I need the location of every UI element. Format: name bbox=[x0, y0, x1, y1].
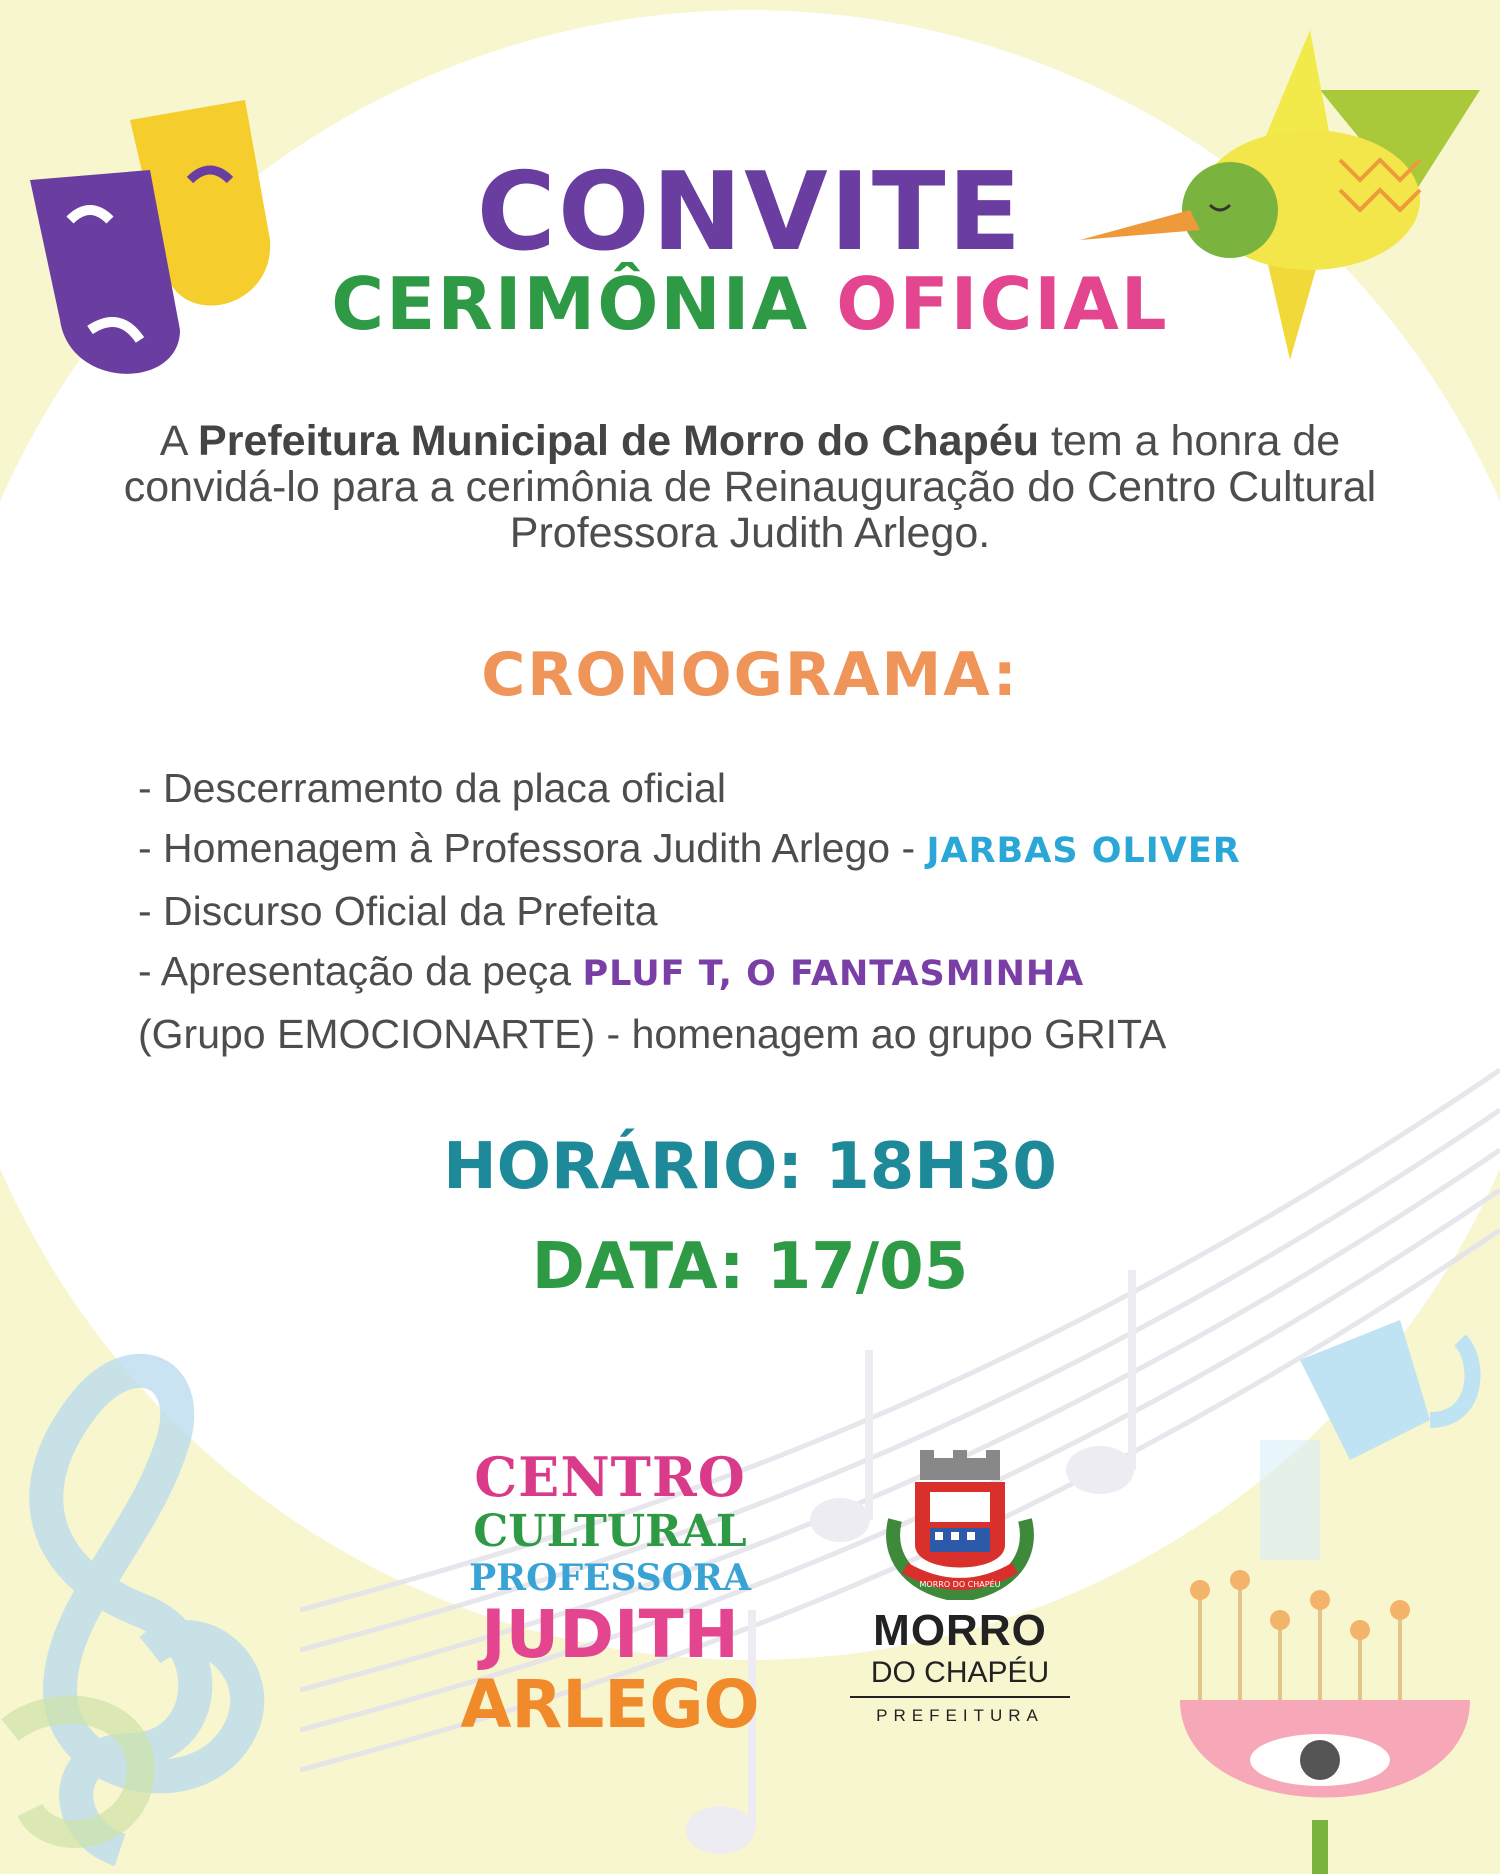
treble-clef-icon bbox=[0, 1310, 340, 1874]
logo-line: CENTRO bbox=[474, 1445, 746, 1509]
subtitle-ceremony: CERIMÔNIA bbox=[331, 262, 810, 346]
svg-text:MORRO DO CHAPÉU: MORRO DO CHAPÉU bbox=[919, 1580, 1001, 1589]
intro-organizer: Prefeitura Municipal de Morro do Chapéu bbox=[198, 417, 1040, 465]
prefeitura-logo bbox=[850, 1450, 1070, 1726]
subtitle-official: OFICIAL bbox=[836, 262, 1169, 346]
schedule-title: CRONOGRAMA: bbox=[481, 640, 1019, 710]
intro-suffix: tem a honra de convidá-lo para a cerimônia de Reinauguração do Centro Cultural Professora Judith Arlego. bbox=[123, 417, 1377, 557]
page-subtitle bbox=[0, 262, 1500, 346]
logo-line: CULTURAL bbox=[473, 1506, 747, 1557]
schedule-item-highlight: PLUF T, O FANTASMINHA bbox=[582, 954, 1085, 994]
logo-line: PROFESSORA bbox=[469, 1557, 751, 1599]
centro-cultural-logo bbox=[420, 1445, 800, 1743]
prefeitura-name-line2: DO CHAPÉU bbox=[850, 1656, 1070, 1698]
watering-can-icon bbox=[1240, 1300, 1500, 1560]
intro-prefix: A bbox=[159, 417, 199, 465]
event-time: HORÁRIO: 18H30 bbox=[443, 1130, 1057, 1204]
flower-eye-icon bbox=[1170, 1560, 1500, 1874]
prefeitura-name-line3: PREFEITURA bbox=[876, 1706, 1044, 1725]
schedule-item-highlight: JARBAS OLIVER bbox=[926, 831, 1241, 871]
schedule-item bbox=[138, 758, 1458, 818]
intro-paragraph bbox=[90, 418, 1410, 556]
schedule-item bbox=[138, 881, 1458, 941]
schedule-item-text: (Grupo EMOCIONARTE) - homenagem ao grupo GRITA bbox=[138, 1011, 1167, 1057]
schedule-item-text: - Descerramento da placa oficial bbox=[138, 765, 726, 811]
schedule-list bbox=[138, 758, 1458, 1064]
schedule-item-text: - Apresentação da peça bbox=[138, 948, 583, 994]
schedule-item bbox=[138, 818, 1458, 881]
schedule-item-text: - Discurso Oficial da Prefeita bbox=[138, 888, 658, 934]
logo-line: ARLEGO bbox=[460, 1666, 760, 1743]
coat-of-arms-icon bbox=[875, 1450, 1045, 1600]
prefeitura-name-line1: MORRO bbox=[873, 1606, 1047, 1655]
logo-line: JUDITH bbox=[481, 1596, 739, 1673]
page-title: CONVITE bbox=[476, 150, 1024, 275]
schedule-item bbox=[138, 941, 1458, 1004]
schedule-item bbox=[138, 1004, 1458, 1064]
schedule-item-text: - Homenagem à Professora Judith Arlego - bbox=[138, 825, 927, 871]
event-date: DATA: 17/05 bbox=[531, 1230, 969, 1304]
